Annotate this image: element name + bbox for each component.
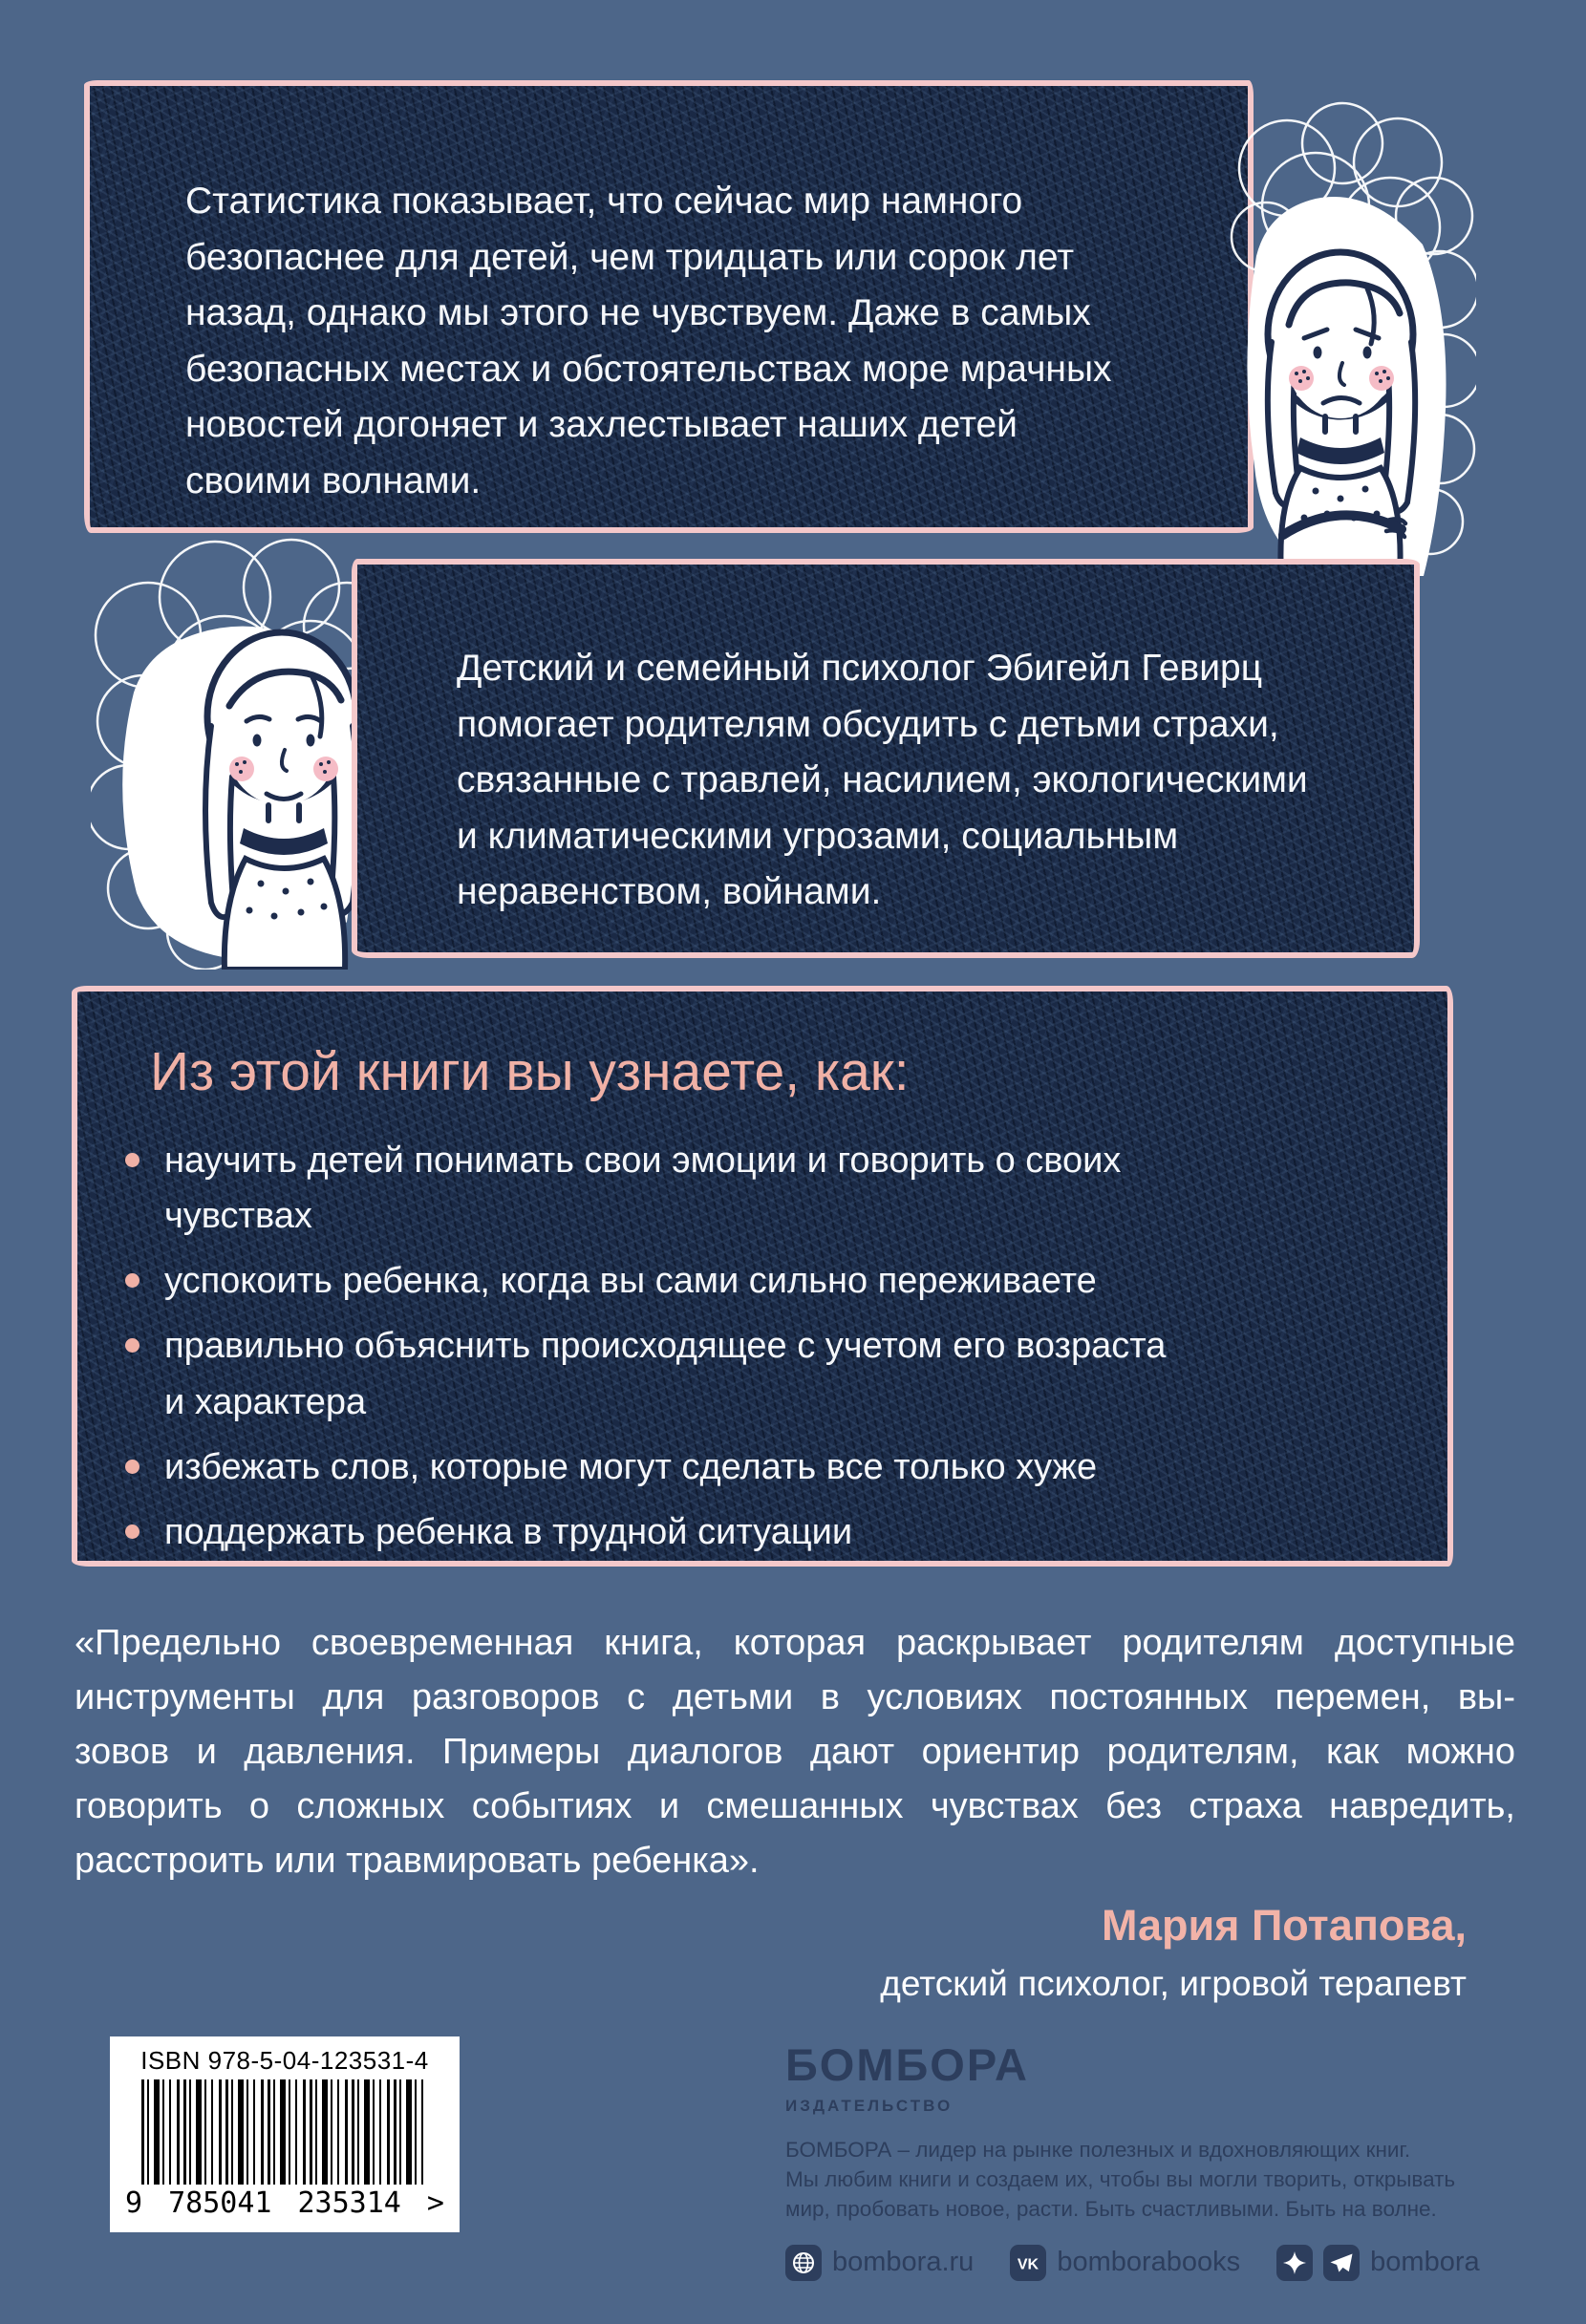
quote-author: Мария Потапова,: [1101, 1901, 1467, 1950]
website-link[interactable]: [785, 2245, 974, 2281]
channels-label: bombora: [1370, 2247, 1480, 2278]
zen-icon: [1276, 2245, 1313, 2281]
bullet-dot-icon: [125, 1460, 139, 1474]
author-text: Детский и семейный психолог Эбигейл Гевирц помогает родителям обсудить с детьми страхи, связанные с травлей, насилием, экологическими и климатическими угрозами, социальным неравенством, войнами.: [457, 648, 1308, 912]
list-heading: Из этой книги вы узнаете, как:: [150, 1041, 910, 1102]
isbn-number: ISBN 978-5-04-123531-4: [140, 2046, 429, 2075]
globe-icon: [785, 2245, 822, 2281]
publisher-logo: БОМБОРА: [785, 2039, 1029, 2090]
bullet-dot-icon: [125, 1338, 139, 1353]
barcode: [141, 2079, 428, 2185]
publisher-description: БОМБОРА – лидер на рынке полезных и вдохновляющих книг. Мы любим книги и создаем их, чтобы вы могли творить, открывать мир, пробовать новое, расти. Быть счастливыми. Быть на волне.: [785, 2137, 1456, 2221]
publisher-subtitle: ИЗДАТЕЛЬСТВО: [785, 2096, 954, 2115]
list-item: избежать слов, которые могут сделать все только хуже: [121, 1439, 1395, 1496]
worried-girl-illustration: [1228, 94, 1476, 586]
bullet-list: [121, 1133, 1395, 1561]
quote-author-title: детский психолог, игровой терапевт: [880, 1964, 1467, 2003]
publisher-block: [785, 2040, 1521, 2281]
quote-attribution: [75, 1901, 1515, 2004]
bullet-dot-icon: [125, 1153, 139, 1167]
channels-link[interactable]: [1276, 2245, 1479, 2281]
barcode-digits: 9 785041 235314 >: [125, 2186, 444, 2220]
telegram-icon: [1323, 2245, 1360, 2281]
vk-link[interactable]: [1010, 2245, 1240, 2281]
vk-icon: [1010, 2245, 1046, 2281]
vk-label: bomborabooks: [1057, 2247, 1241, 2278]
social-links-row: [785, 2245, 1521, 2281]
bullet-dot-icon: [125, 1273, 139, 1288]
statistics-text: Статистика показывает, что сейчас мир намного безопаснее для детей, чем тридцать или сорок лет назад, однако мы этого не чувствуем. Даже в самых безопасных местах и обстоятельствах море мрачных новостей догоняет и захлестывает наших детей своими волнами.: [185, 181, 1112, 501]
book-contents-panel: [72, 986, 1453, 1567]
review-quote: «Предельно своевременная книга, которая раскрывает родителям доступные инструменты для разговоров с детьми в условиях постоянных перемен, вы- зовов и давления. Примеры диалогов дают ориентир родителям, как можно говорить о сложных событиях и смешанных чувствах без страха навредить, расстроить или травмировать ребенка».: [75, 1623, 1515, 1881]
list-item: правильно объяснить происходящее с учетом его возраста и характера: [121, 1318, 1395, 1431]
website-label: bombora.ru: [832, 2247, 975, 2278]
svg-text:VK: VK: [1018, 2256, 1039, 2273]
list-item: успокоить ребенка, когда вы сами сильно переживаете: [121, 1253, 1395, 1310]
list-item: поддержать ребенка в трудной ситуации: [121, 1504, 1395, 1561]
author-panel: [352, 559, 1420, 958]
statistics-panel: [84, 80, 1254, 533]
bullet-dot-icon: [125, 1524, 139, 1539]
isbn-block: [110, 2036, 460, 2232]
list-item: научить детей понимать свои эмоции и говорить о своих чувствах: [121, 1133, 1395, 1246]
